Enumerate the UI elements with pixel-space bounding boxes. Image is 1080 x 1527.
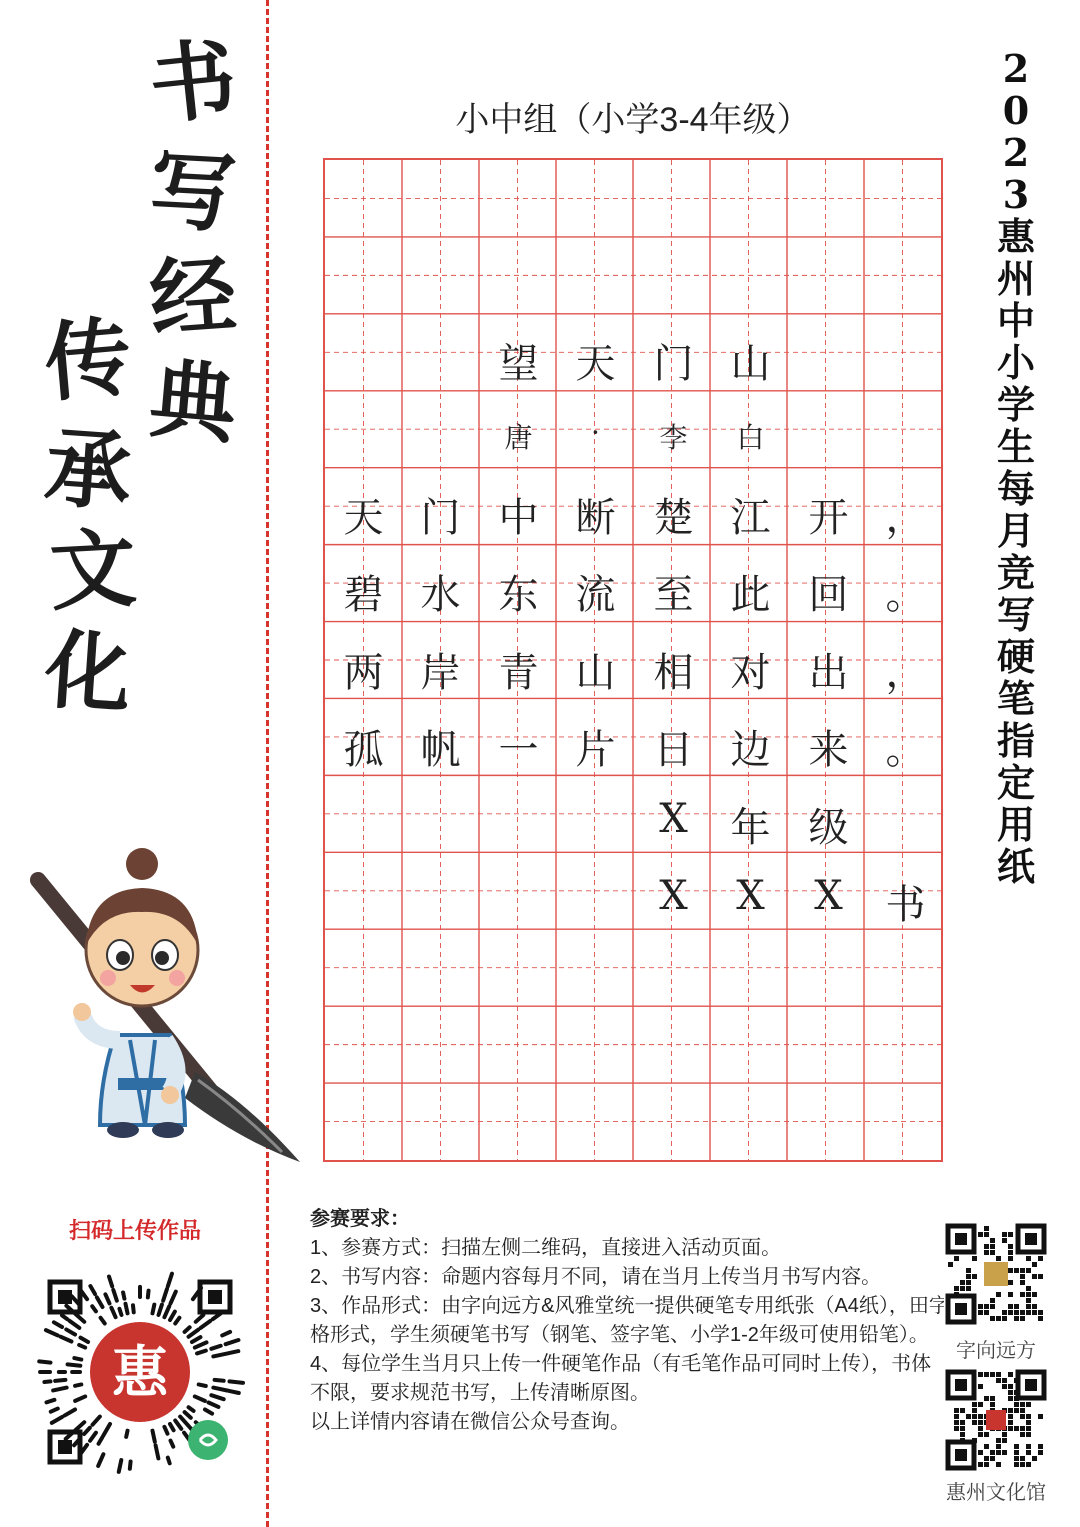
poem-punct: 。: [885, 727, 926, 773]
slogan-char: 书: [144, 27, 241, 138]
slogan-char: 经: [146, 244, 240, 351]
group-title: 小中组（小学3-4年级）: [455, 101, 811, 139]
rules-title: 参赛要求：: [310, 1208, 410, 1230]
qr-label-zixiang: 字向远方: [956, 1340, 1036, 1362]
poem-char: 天: [343, 495, 384, 541]
poem-char: 此: [730, 572, 771, 618]
signature-char: X: [814, 873, 843, 919]
slogan-char: 典: [145, 348, 241, 457]
poem-title-char: 天: [575, 341, 616, 387]
poem-char: 回: [808, 572, 849, 618]
qr-code-wenhuaguan[interactable]: [944, 1368, 1048, 1472]
rule-item: 3、作品形式：由字向远方&风雅堂统一提供硬笔专用纸张（A4纸），田字格形式，学生须硬笔书写（钢笔、签字笔、小学1-2年级可使用铅笔）。: [310, 1295, 949, 1346]
slogan-char: 传: [40, 306, 136, 415]
poem-char: 水: [420, 572, 461, 618]
scan-upload-label: 扫码上传作品: [68, 1218, 201, 1243]
poem-punct: ，: [885, 495, 926, 541]
poem-char: 门: [420, 495, 461, 541]
slogan-char: 承: [41, 417, 135, 524]
grade-char: 年: [730, 805, 771, 851]
competition-rules: [310, 1205, 950, 1437]
poem-char: 相: [653, 650, 694, 696]
poem-char: 江: [730, 495, 771, 541]
grade-char: 级: [808, 805, 849, 851]
rule-item: 以上详情内容请在微信公众号查询。: [310, 1411, 630, 1433]
poem-punct: ，: [885, 650, 926, 696]
poem-char: 一: [498, 727, 539, 773]
red-dashed-divider: [266, 0, 269, 1527]
rule-item: 4、每位学生当月只上传一件硬笔作品（有毛笔作品可同时上传），书体不限，要求规范书写，上传清晰原图。: [310, 1353, 932, 1404]
tianzige-grid: [323, 158, 943, 1162]
poem-char: 边: [730, 727, 771, 773]
poem-char: 流: [575, 572, 616, 618]
poem-char: 东: [498, 572, 539, 618]
poem-char: 帆: [420, 727, 461, 773]
poem-author-char: 李: [659, 421, 688, 454]
poem-char: 开: [808, 495, 849, 541]
miniprogram-code[interactable]: [30, 1262, 250, 1482]
rule-item: 2、书写内容：命题内容每月不同，请在当月上传当月书写内容。: [310, 1266, 882, 1288]
poem-char: 日: [653, 727, 694, 773]
poem-char: 碧: [343, 572, 384, 618]
signature-char: X: [659, 873, 688, 919]
rule-item: 1、参赛方式：扫描左侧二维码，直接进入活动页面。: [310, 1237, 782, 1259]
slogan-char: 化: [41, 619, 135, 726]
signature-char: X: [736, 873, 765, 919]
vertical-title: 2023惠州中小学生每月竞写硬笔指定用纸: [996, 46, 1035, 889]
poem-char: 岸: [420, 650, 461, 696]
poem-char: 对: [730, 650, 771, 696]
poem-title-char: 山: [730, 341, 771, 387]
poem-char: 来: [808, 727, 849, 773]
poem-char: 山: [575, 650, 616, 696]
poem-title-char: 门: [653, 341, 694, 387]
poem-char: 两: [343, 650, 384, 696]
grade-char: X: [659, 796, 688, 842]
poem-author-char: 白: [736, 421, 765, 454]
poem-punct: 。: [885, 572, 926, 618]
poem-char: 中: [498, 495, 539, 541]
miniprogram-logo: 惠: [112, 1340, 168, 1406]
poem-title-char: 望: [498, 341, 539, 387]
poem-char: 楚: [653, 495, 694, 541]
poem-char: 孤: [343, 727, 384, 773]
qr-label-wenhuaguan: 惠州文化馆: [946, 1482, 1046, 1504]
signature-char: 书: [885, 882, 926, 928]
qr-code-zixiang[interactable]: [944, 1222, 1048, 1326]
poem-author-char: 唐: [504, 421, 533, 454]
slogan-char: 文: [47, 517, 139, 624]
poem-char: 片: [575, 727, 616, 773]
scholar-boy-illustration: [20, 840, 310, 1170]
poem-author-char: ·: [591, 416, 600, 449]
slogan-char: 写: [147, 139, 239, 246]
poem-char: 出: [808, 650, 849, 696]
poem-char: 断: [575, 495, 616, 541]
poem-char: 至: [653, 572, 694, 618]
poem-char: 青: [498, 650, 539, 696]
